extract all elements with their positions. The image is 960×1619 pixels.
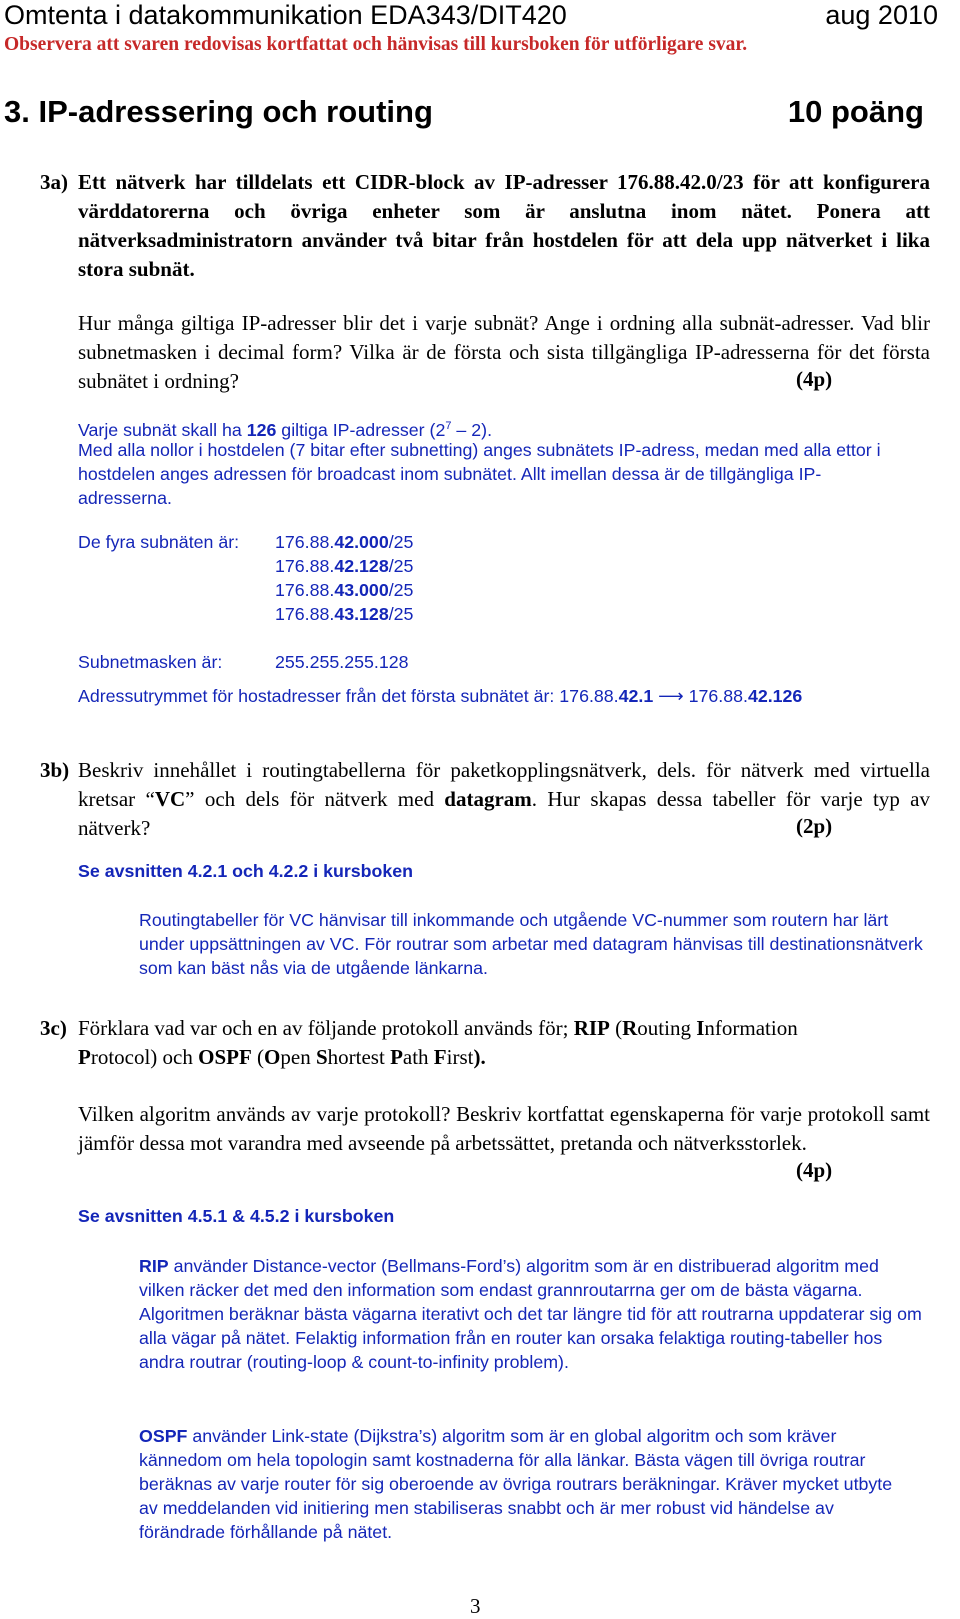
question-3c-points: (4p) <box>796 1158 833 1182</box>
question-3b-label: 3b) <box>40 758 70 782</box>
subnet-item: 176.88.42.000/25 <box>275 532 414 552</box>
section-points: 10 poäng <box>787 94 924 129</box>
exam-notice <box>4 34 747 56</box>
question-3a-text: Ett nätverk har tilldelats ett CIDR-block av IP-adresser 176.88.42.0/23 för att konfigurera värddatorerna och övriga enheter som är anslutna inom nätet. Ponera att nätverksadministratorn använder två bitar från hostdelen för att dela upp nätverket i lika stora subnät. <box>78 170 930 281</box>
question-3b-points: (2p) <box>796 814 833 838</box>
subnet-mask-label: Subnetmasken är: <box>78 652 223 672</box>
question-3c-reference: Se avsnitten 4.5.1 & 4.5.2 i kursboken <box>78 1206 395 1226</box>
answer-bold: 126 <box>246 419 277 440</box>
subnet-item: 176.88.43.000/25 <box>275 580 414 600</box>
notice-bold: Observera <box>4 34 92 55</box>
question-3a-label: 3a) <box>40 170 68 194</box>
answer-text: Varje subnät skall ha <box>78 419 247 440</box>
question-3b-text: Beskriv innehållet i routingtabellerna för paketkopplingsnätverk, dels. för nätverk med virtuella kretsar “VC” och dels för nätverk med datagram. Hur skapas dessa tabeller för varje typ av nätverk? <box>78 758 930 840</box>
notice-text: att svaren redovisas kortfattat och hänvisas till kursboken för utförligare svar. <box>91 34 748 55</box>
subnets-label: De fyra subnäten är: <box>78 532 240 552</box>
question-3a-subquestions-text: Hur många giltiga IP-adresser blir det i varje subnät? Ange i ordning alla subnät-adresser. Vad blir subnetmasken i decimal form? Vilka är de första och sista tillgängliga IP-adresserna för det första subnätet i ordning? <box>78 311 930 393</box>
answer-3c-ospf: OSPF använder Link-state (Dijkstra’s) algoritm som är en global algoritm och som kräver kännedom om hela topologin samt kostnaderna för alla länkar. Bästa vägen till övriga routrar beräknas av varje router för sig oberoende av övriga routrars beräkningar. Kräver mycket utbyte av meddelanden vid initiering men stabiliseras snabbt och är mer robust vid händelse av förändrade förhållande på nätet. <box>139 1426 893 1542</box>
answer-3b: Routingtabeller för VC hänvisar till inkommande och utgående VC-nummer som routern har lärt under uppsättningen av VC. För routrar som arbetar med datagram hänvisas till destinationsnätverk som kan bäst nås via de utgående länkarna. <box>139 910 923 978</box>
subnet-item: 176.88.43.128/25 <box>275 604 414 624</box>
question-3b-reference: Se avsnitten 4.2.1 och 4.2.2 i kursboken <box>78 861 414 881</box>
question-3c-label: 3c) <box>40 1016 67 1040</box>
answer-3c-rip: RIP använder Distance-vector (Bellmans-Ford’s) algoritm som är en distribuerad algoritm med vilken räcker det med den information som endast grannroutarrna ger om de bästa vägarna. Algoritmen beräknar bästa vägarna iterativt och det tar längre tid för att routrarna uppdaterar sig om alla vägar på nätet. Felaktig information från en router kan orsaka felaktiga routing-tabeller hos andra routrar (routing-loop & count-to-infinity problem). <box>139 1256 922 1372</box>
question-3a-points: (4p) <box>796 367 833 391</box>
section-title: 3. IP-adressering och routing <box>4 94 433 129</box>
subnet-item: 176.88.42.128/25 <box>275 556 414 576</box>
host-address-range: Adressutrymmet för hostadresser från det första subnätet är: 176.88.42.1 ⟶ 176.88.42.126 <box>78 686 803 706</box>
question-3c-subquestions: Vilken algoritm används av varje protokoll? Beskriv kortfattat egenskaperna för varje protokoll samt jämför dessa mot varandra med avseende på arbetssättet, pretanda och nätverksstorlek. <box>78 1102 930 1155</box>
answer-superscript: 7 <box>445 420 452 432</box>
answer-text: giltiga IP-adresser (2 <box>276 419 446 440</box>
document-header-title: Omtenta i datakommunikation EDA343/DIT420 <box>4 0 567 30</box>
subnet-mask-value: 255.255.255.128 <box>275 652 409 672</box>
document-header-date: aug 2010 <box>825 0 938 30</box>
question-3c-text: Förklara vad var och en av följande protokoll används för; RIP (Routing Information Protocol) och OSPF (Open Shortest Path First). <box>78 1016 798 1069</box>
answer-text: – 2). <box>451 419 493 440</box>
answer-3a-explanation: Med alla nollor i hostdelen (7 bitar efter subnetting) anges subnätets IP-adress, medan med alla ettor i hostdelen anges adressen för broadcast inom subnätet. Allt imellan dessa är de tillgängliga IP-adresserna. <box>78 440 881 508</box>
page-number: 3 <box>470 1594 481 1618</box>
